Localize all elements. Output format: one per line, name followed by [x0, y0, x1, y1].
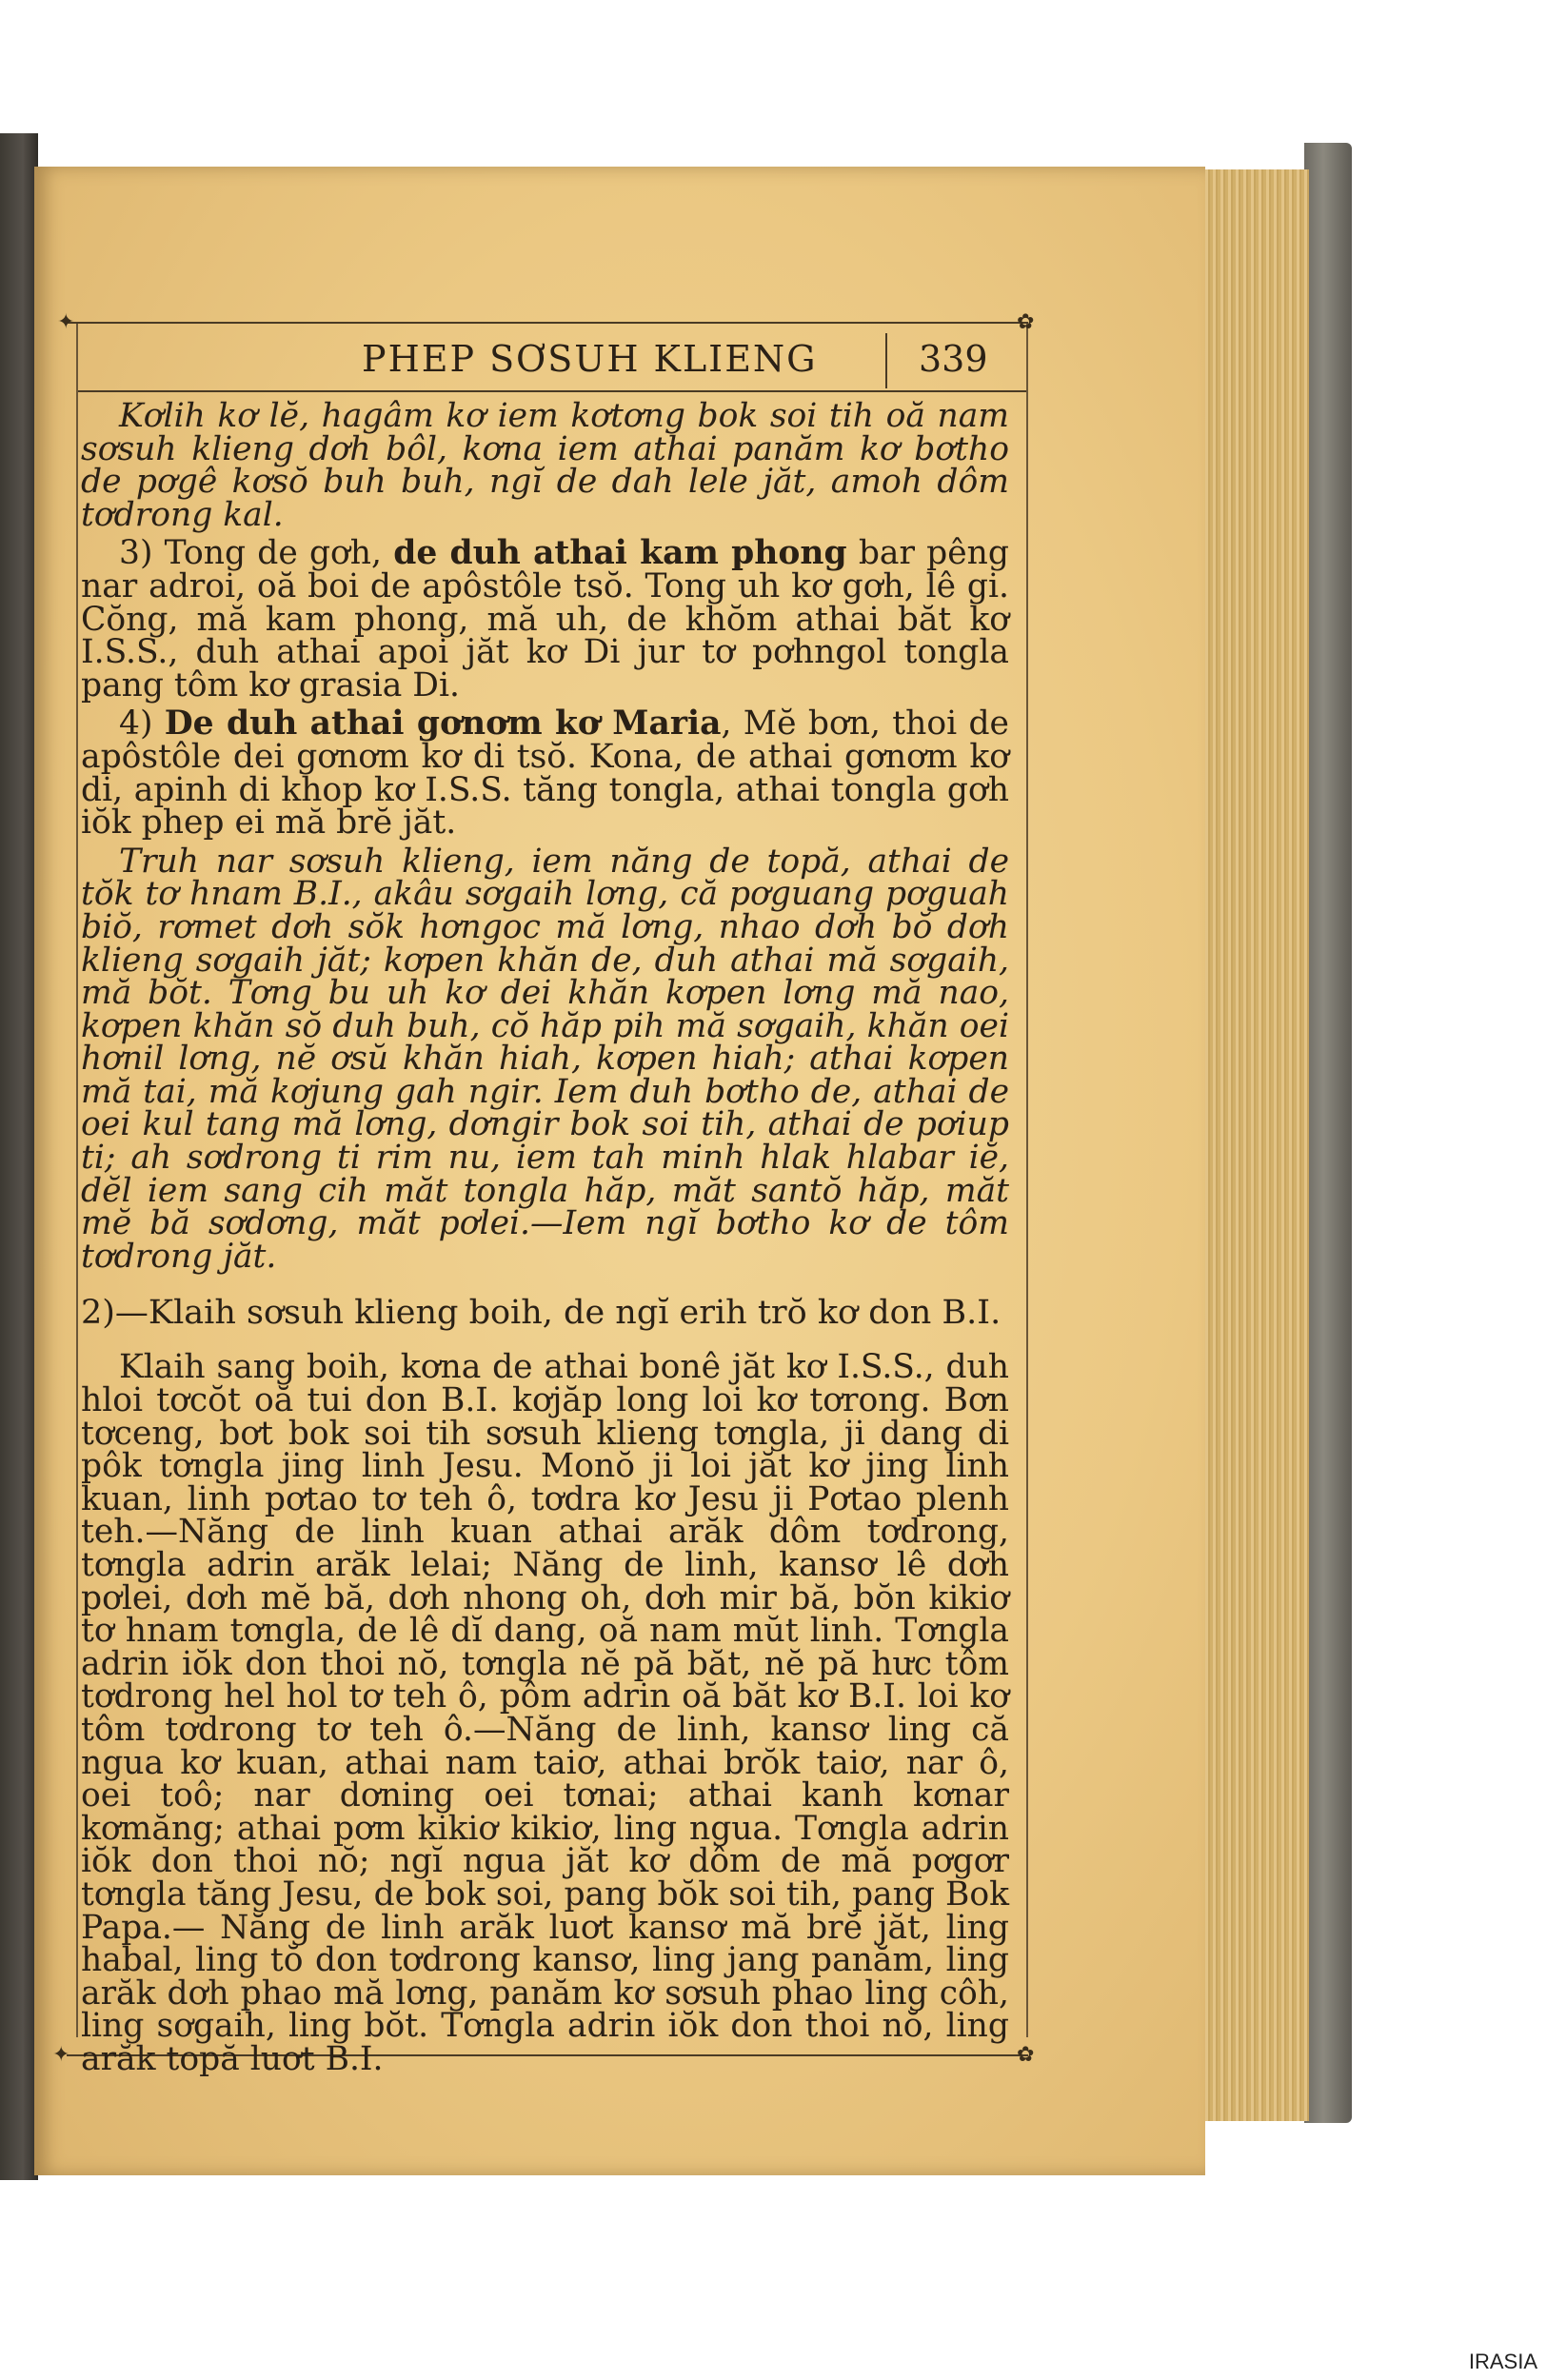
running-head: PHEP SƠSUH KLIENG	[362, 338, 818, 380]
ornament-icon: ✿	[1017, 2043, 1035, 2067]
header-rule	[76, 390, 1028, 392]
ornament-icon: ✦	[57, 310, 75, 334]
bold-emphasis: de duh athai kam phong	[393, 534, 847, 573]
page-number: 339	[919, 338, 988, 380]
right-frame-rule	[1026, 324, 1028, 2037]
paragraph-body: Klaih sang boih, kơna de athai bonê jăt kơ I.S.S., duh hloi tơcŏt oă tui don B.I. kơjăp long loi kơ tơrong. Bơn tơceng, bơt bok soi tih sơsuh klieng tơngla, ji dang di pôk tơngla jing linh Jesu. Monŏ ji loi jăt kơ jing linh kuan, linh pơtao tơ teh ô, tơdra kơ Jesu ji Pơtao plenh teh.—Năng de linh kuan athai arăk dôm tơdrong, tơngla adrin arăk lelai; Năng de linh, kansơ lê dơh pơlei, dơh mĕ bă, dơh nhong oh, dơh mir bă, bŏn kikiơ tơ hnam tơngla, de lê dĭ dang, oă nam mŭt linh. Tơngla adrin iŏk don thoi nŏ, tơngla nĕ pă băt, nĕ pă hưc tôm tơdrong hel hol tơ teh ô, pôm adrin oă băt kơ B.I. loi kơ tôm tơdrong tơ teh ô.—Năng de linh, kansơ ling că ngua kơ kuan, athai nam taiơ, athai brŏk taiơ, nar ô, oei toô; nar dơning oei tơnai; athai kanh kơnar kơmăng; athai pơm kikiơ kikiơ, ling ngua. Tơngla adrin iŏk don thoi nŏ; ngĭ ngua jăt kơ dôm de mă pơgơr tơngla tăng Jesu, de bok soi, pang bŏk soi tih, pang Bok Papa.— Năng de linh arăk luơt kansơ mă brĕ jăt, ling habal, ling tŏ don tơdrong kansơ, ling jang panăm, ling arăk dơh phao mă lơng, panăm kơ sơsuh phao ling côh, ling sơgaih, ling bŏt. Tơngla adrin iŏk don thoi nŏ, ling arăk topă luơt B.I.	[81, 1348, 1009, 2078]
paragraph-italic-instructions: Truh nar sơsuh klieng, iem năng de topă, athai de tŏk tơ hnam B.I., akâu sơgaih lơng, că pơguang pơguah biŏ, rơmet dơh sŏk hơngoc mă lơng, nhao dơh bŏ dơh klieng sơgaih jăt; kơpen khăn de, duh athai mă sơgaih, mă bŏt. Tơng bu uh kơ dei khăn kơpen lơng mă nao, kơpen khăn sŏ duh buh, cŏ hăp pih mă sơgaih, khăn oei hơnil lơng, nĕ ơsŭ khăn hiah, kơpen hiah; athai kơpen mă tai, mă kơjung gah ngir. Iem duh bơtho de, athai de oei kul tang mă lơng, dơngir bok soi tih, athai de pơiup ti; ah sơdrong ti rim nu, iem tah minh hlak hlabar iĕ, dĕl iem sang cih măt tongla hăp, măt santŏ hăp, măt mĕ bă sơdơng, măt pơlei.—Iem ngĭ bơtho kơ de tôm tơdrong jăt.	[81, 842, 1009, 1276]
page-number-divider	[885, 333, 887, 388]
paragraph-point-3	[81, 534, 1009, 704]
watermark: IRASIA	[1468, 2350, 1537, 2373]
left-frame-rule	[76, 324, 78, 2037]
page-edges	[1195, 169, 1309, 2121]
paragraph-italic-intro: Kơlih kơ lĕ, hagâm kơ iem kơtơng bok soi tih oă nam sơsuh klieng dơh bôl, kơna iem athai panăm kơ bơtho de pơgê kơsŏ buh buh, ngĭ de dah lele jăt, amoh dôm tơdrong kal.	[81, 397, 1009, 534]
book-cover-left	[0, 133, 38, 2180]
book-cover-right	[1304, 143, 1352, 2123]
ornament-icon: ✿	[1017, 310, 1035, 334]
paragraph-point-4: 4) De duh athai gơnơm kơ Maria, Mĕ bơn, thoi de apôstôle dei gơnơm kơ di tsŏ. Kona, de athai gơnơm kơ di, apinh di khop kơ I.S.S. tăng tongla, athai tongla gơh iŏk phep ei mă brĕ jăt.	[81, 704, 1009, 843]
ornament-icon: ✦	[52, 2043, 70, 2067]
top-rule	[67, 322, 1028, 324]
section-heading: 2)—Klaih sơsuh klieng boih, de ngĭ erih trŏ kơ don B.I.	[81, 1294, 1002, 1333]
paragraph-text: 3) Tong de gơh, de duh athai kam phong bar pêng nar adroi, oă boi de apôstôle tsŏ. Tong uh kơ gơh, lê gi. Cŏng, mă kam phong, mă uh, de khŏm athai băt kơ I.S.S., duh athai apoi jăt kơ Di jur tơ pơhngol tongla pang tôm kơ grasia Di.	[81, 534, 1009, 704]
bold-emphasis: De duh athai gơnơm kơ Maria	[164, 704, 722, 744]
page-body	[81, 397, 1009, 2078]
